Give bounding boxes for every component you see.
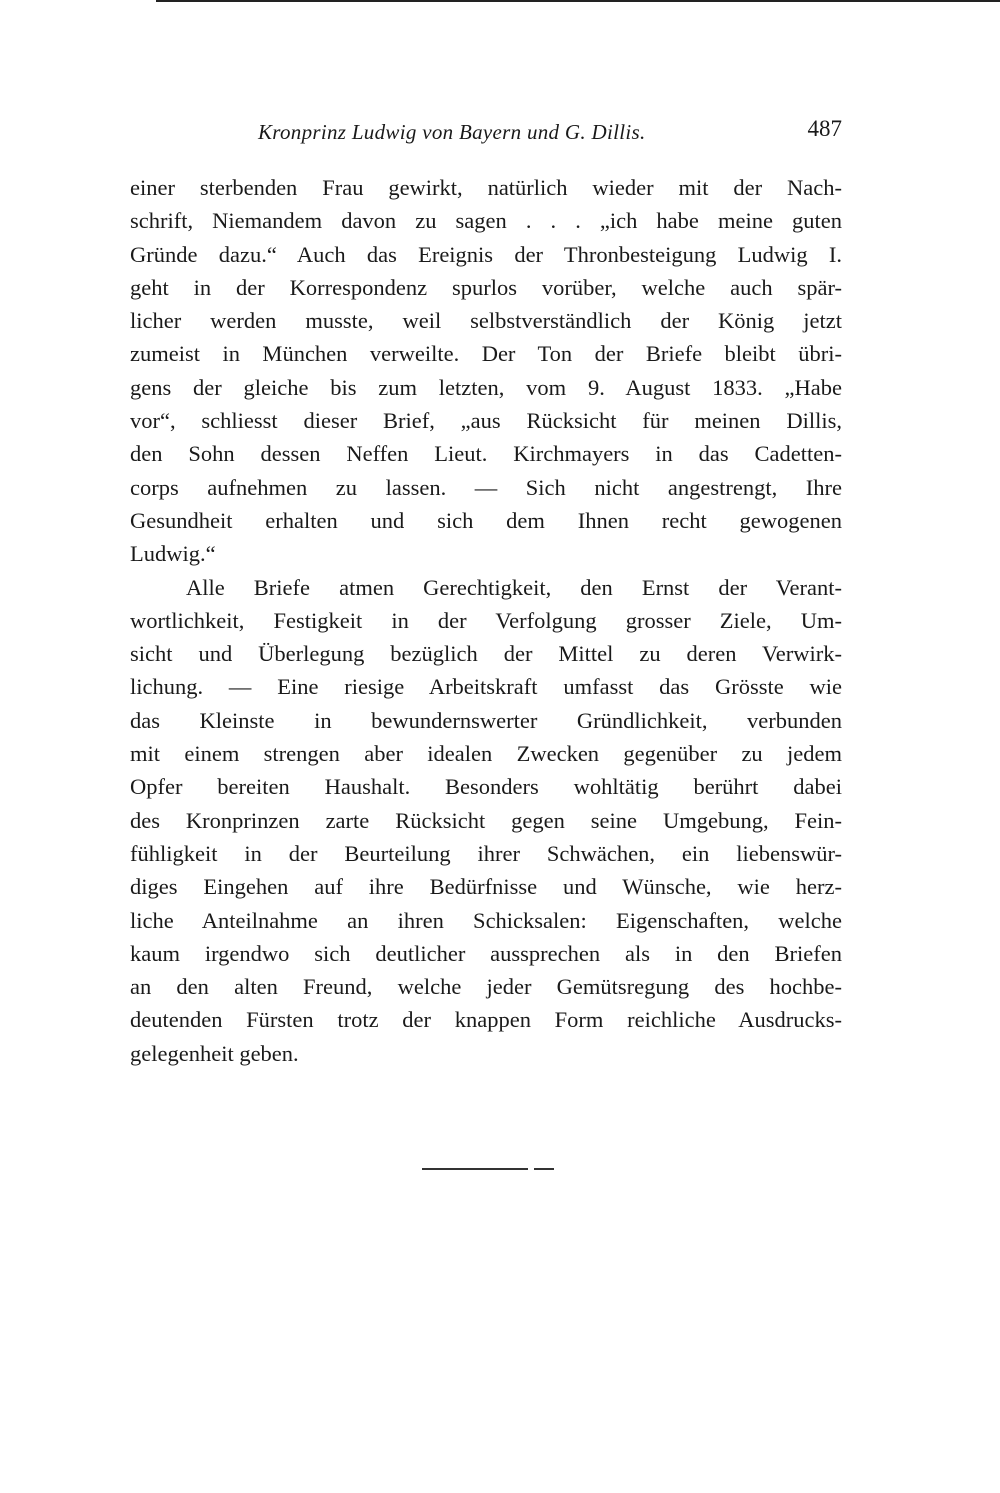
text-line: das Kleinste in bewundernswerter Gründlichkeit, verbunden xyxy=(130,707,842,733)
body-text xyxy=(130,171,842,1070)
text-line: schrift, Niemandem davon zu sagen . . . „ich habe meine guten xyxy=(130,208,842,234)
text-line: vor“, schliesst dieser Brief, „aus Rücksicht für meinen Dillis, xyxy=(130,408,842,434)
text-line: sicht und Überlegung bezüglich der Mittel zu deren Verwirk- xyxy=(130,641,842,667)
running-head xyxy=(130,116,842,150)
text-line: zumeist in München verweilte. Der Ton der Briefe bleibt übri- xyxy=(130,341,842,367)
text-line: diges Eingehen auf ihre Bedürfnisse und Wünsche, wie herz- xyxy=(130,874,842,900)
text-line: wortlichkeit, Festigkeit in der Verfolgung grosser Ziele, Um- xyxy=(130,607,842,633)
end-rule-short-segment xyxy=(534,1168,554,1170)
end-rule-long-segment xyxy=(422,1168,528,1170)
text-line: Alle Briefe atmen Gerechtigkeit, den Ernst der Verant- xyxy=(186,574,842,600)
text-line: Gründe dazu.“ Auch das Ereignis der Thronbesteigung Ludwig I. xyxy=(130,241,842,267)
text-line: liche Anteilnahme an ihren Schicksalen: Eigenschaften, welche xyxy=(130,907,842,933)
page-number: 487 xyxy=(807,116,842,141)
text-line: mit einem strengen aber idealen Zwecken gegenüber zu jedem xyxy=(130,741,842,767)
text-line: corps aufnehmen zu lassen. — Sich nicht angestrengt, Ihre xyxy=(130,474,842,500)
text-line: gelegenheit geben. xyxy=(130,1040,299,1066)
text-line: Ludwig.“ xyxy=(130,541,216,567)
paragraph-1 xyxy=(130,171,842,571)
top-edge-rule xyxy=(156,0,1000,2)
section-end-rule xyxy=(422,1168,554,1169)
text-line: Opfer bereiten Haushalt. Besonders wohltätig berührt dabei xyxy=(130,774,842,800)
text-line: an den alten Freund, welche jeder Gemütsregung des hochbe- xyxy=(130,974,842,1000)
text-line: kaum irgendwo sich deutlicher aussprechen als in den Briefen xyxy=(130,940,842,966)
text-line: den Sohn dessen Neffen Lieut. Kirchmayers in das Cadetten- xyxy=(130,441,842,467)
text-line: fühligkeit in der Beurteilung ihrer Schwächen, ein liebenswür- xyxy=(130,840,842,866)
text-line: deutenden Fürsten trotz der knappen Form reichliche Ausdrucks- xyxy=(130,1007,842,1033)
running-title: Kronprinz Ludwig von Bayern und G. Dillis. xyxy=(258,120,646,144)
text-line: geht in der Korrespondenz spurlos vorüber, welche auch spär- xyxy=(130,274,842,300)
text-line: Gesundheit erhalten und sich dem Ihnen recht gewogenen xyxy=(130,507,842,533)
text-line: lichung. — Eine riesige Arbeitskraft umfasst das Grösste wie xyxy=(130,674,842,700)
text-line: gens der gleiche bis zum letzten, vom 9. August 1833. „Habe xyxy=(130,374,842,400)
text-line: einer sterbenden Frau gewirkt, natürlich wieder mit der Nach- xyxy=(130,175,842,200)
paragraph-2 xyxy=(130,571,842,1070)
text-line: licher werden musste, weil selbstverständlich der König jetzt xyxy=(130,308,842,334)
text-line: des Kronprinzen zarte Rücksicht gegen seine Umgebung, Fein- xyxy=(130,807,842,833)
